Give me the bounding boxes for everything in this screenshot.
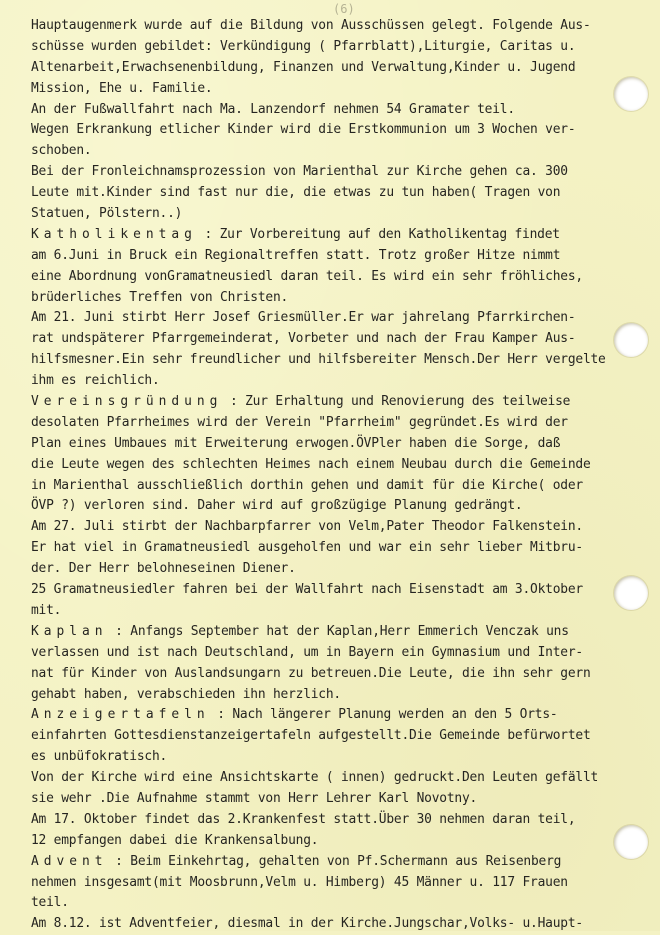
line-text: An der Fußwallfahrt nach Ma. Lanzendorf nehmen 54 Gramater teil.	[31, 101, 515, 117]
punch-hole-top	[614, 77, 648, 111]
text-line	[31, 308, 651, 329]
line-text: es unbüfokratisch.	[31, 749, 168, 765]
text-line	[31, 893, 651, 914]
line-text: 25 Gramatneusiedler fahren bei der Wallfahrt nach Eisenstadt am 3.Oktober	[31, 582, 583, 598]
line-text: Am 27. Juli stirbt der Nachbarpfarrer von Velm,Pater Theodor Falkenstein.	[31, 519, 583, 535]
line-text: Statuen, Pölstern..)	[31, 206, 183, 222]
line-text: teil.	[31, 895, 69, 911]
text-line	[31, 852, 651, 873]
text-line	[31, 246, 651, 267]
line-text: gehabt haben, verabschieden ihn herzlich.	[31, 686, 341, 702]
line-text: Von der Kirche wird eine Ansichtskarte ( innen) gedruckt.Den Leuten gefällt	[31, 770, 599, 786]
line-text: brüderliches Treffen von Christen.	[31, 289, 289, 305]
text-line	[31, 329, 651, 350]
line-text: Altenarbeit,Erwachsenenbildung, Finanzen und Verwaltung,Kinder u. Jugend	[31, 59, 576, 75]
text-line	[31, 601, 651, 622]
line-text: : Zur Erhaltung und Renovierung des teilweise	[222, 394, 571, 410]
line-text: nat für Kinder von Auslandsungarn zu betreuen.Die Leute, die ihn sehr gern	[31, 665, 591, 681]
punch-hole-bottom	[614, 825, 648, 859]
line-text: schüsse wurden gebildet: Verkündigung ( Pfarrblatt),Liturgie, Caritas u.	[31, 38, 576, 54]
line-text: eine Abordnung vonGramatneusiedl daran teil. Es wird ein sehr fröhliches,	[31, 268, 583, 284]
page-number: (6)	[333, 2, 355, 16]
punch-hole-upper-middle	[614, 323, 648, 357]
line-text: Bei der Fronleichnamsprozession von Marienthal zur Kirche gehen ca. 300	[31, 164, 568, 180]
line-text: Leute mit.Kinder sind fast nur die, die etwas zu tun haben( Tragen von	[31, 185, 561, 201]
text-line	[31, 434, 651, 455]
text-line	[31, 58, 651, 79]
text-line	[31, 873, 651, 894]
line-text: hilfsmesner.Ein sehr freundlicher und hilfsbereiter Mensch.Der Herr vergelte	[31, 352, 606, 368]
line-text: am 6.Juni in Bruck ein Regionaltreffen statt. Trotz großer Hitze nimmt	[31, 247, 561, 263]
text-line	[31, 622, 651, 643]
text-line	[31, 538, 651, 559]
text-line	[31, 288, 651, 309]
line-text: Am 17. Oktober findet das 2.Krankenfest statt.Über 30 nehmen daran teil,	[31, 811, 576, 827]
text-line	[31, 643, 651, 664]
section-heading: Vereinsgründung	[31, 394, 223, 410]
text-line	[31, 100, 651, 121]
text-line	[31, 267, 651, 288]
text-line	[31, 183, 651, 204]
text-line	[31, 16, 651, 37]
text-line	[31, 204, 651, 225]
line-text: : Anfangs September hat der Kaplan,Herr Emmerich Venczak uns	[107, 623, 569, 639]
text-line	[31, 685, 651, 706]
section-heading: Katholikentag	[31, 226, 197, 242]
typewritten-text	[31, 16, 651, 935]
punch-hole-lower-middle	[614, 576, 648, 610]
text-line	[31, 392, 651, 413]
line-text: Am 8.12. ist Adventfeier, diesmal in der Kirche.Jungschar,Volks- u.Haupt-	[31, 916, 583, 932]
line-text: : Zur Vorbereitung auf den Katholikentag findet	[196, 226, 560, 242]
text-line	[31, 455, 651, 476]
text-line	[31, 517, 651, 538]
line-text: verlassen und ist nach Deutschland, um in Bayern ein Gymnasium und Inter-	[31, 644, 583, 660]
line-text: nehmen insgesamt(mit Moosbrunn,Velm u. Himberg) 45 Männer u. 117 Frauen	[31, 874, 568, 890]
line-text: in Marienthal ausschließlich dorthin gehen und damit für die Kirche( oder	[31, 477, 583, 493]
line-text: 12 empfangen dabei die Krankensalbung.	[31, 832, 319, 848]
line-text: Plan eines Umbaues mit Erweiterung erwogen.ÖVPler haben die Sorge, daß	[31, 435, 561, 451]
text-line	[31, 371, 651, 392]
line-text: Am 21. Juni stirbt Herr Josef Griesmüller.Er war jahrelang Pfarrkirchen-	[31, 310, 576, 326]
text-line	[31, 789, 651, 810]
line-text: mit.	[31, 602, 62, 618]
line-text: Wegen Erkrankung etlicher Kinder wird die Erstkommunion um 3 Wochen ver-	[31, 122, 576, 138]
text-line	[31, 120, 651, 141]
text-line	[31, 810, 651, 831]
text-line	[31, 37, 651, 58]
line-text: : Nach längerer Planung werden an den 5 Orts-	[209, 707, 558, 723]
line-text: Mission, Ehe u. Familie.	[31, 80, 213, 96]
line-text: schoben.	[31, 143, 92, 159]
line-text: einfahrten Gottesdienstanzeigertafeln aufgestellt.Die Gemeinde befürwortet	[31, 728, 591, 744]
text-line	[31, 162, 651, 183]
text-line	[31, 664, 651, 685]
text-line	[31, 476, 651, 497]
text-line	[31, 413, 651, 434]
text-line	[31, 496, 651, 517]
text-line	[31, 705, 651, 726]
text-line	[31, 726, 651, 747]
line-text: ÖVP ?) verloren sind. Daher wird auf großzügige Planung gedrängt.	[31, 498, 523, 514]
text-line	[31, 914, 651, 935]
line-text: : Beim Einkehrtag, gehalten von Pf.Schermann aus Reisenberg	[107, 853, 562, 869]
section-heading: Kaplan	[31, 623, 108, 639]
line-text: desolaten Pfarrheimes wird der Verein "Pfarrheim" gegründet.Es wird der	[31, 414, 568, 430]
text-line	[31, 559, 651, 580]
text-line	[31, 768, 651, 789]
line-text: Hauptaugenmerk wurde auf die Bildung von Ausschüssen gelegt. Folgende Aus-	[31, 18, 591, 33]
text-line	[31, 831, 651, 852]
line-text: die Leute wegen des schlechten Heimes nach einem Neubau durch die Gemeinde	[31, 456, 591, 472]
text-line	[31, 141, 651, 162]
line-text: ihm es reichlich.	[31, 373, 160, 389]
text-line	[31, 225, 651, 246]
text-line	[31, 79, 651, 100]
line-text: der. Der Herr belohneseinen Diener.	[31, 561, 296, 577]
line-text: Er hat viel in Gramatneusiedl ausgeholfen und war ein sehr lieber Mitbru-	[31, 540, 583, 556]
line-text: sie wehr .Die Aufnahme stammt von Herr Lehrer Karl Novotny.	[31, 790, 478, 806]
text-line	[31, 350, 651, 371]
text-line	[31, 580, 651, 601]
section-heading: Anzeigertafeln	[31, 707, 210, 723]
line-text: rat undspäterer Pfarrgemeinderat, Vorbeter und nach der Frau Kamper Aus-	[31, 331, 576, 347]
section-heading: Advent	[31, 853, 108, 869]
text-line	[31, 747, 651, 768]
